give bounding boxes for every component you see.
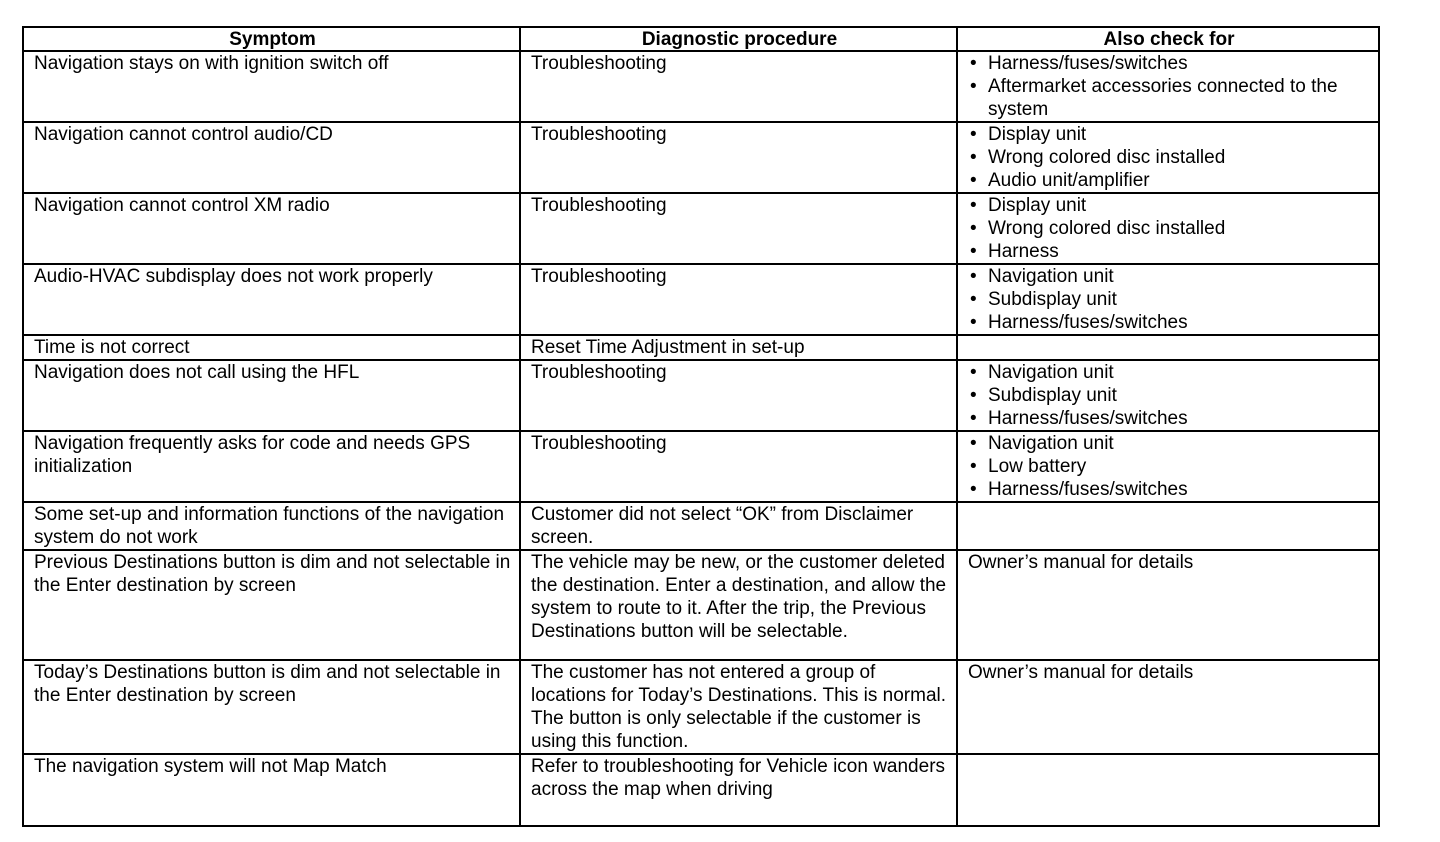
check-list (968, 265, 1370, 334)
also-check-cell (957, 754, 1379, 826)
table-row (23, 502, 1379, 550)
also-check-cell (957, 335, 1379, 360)
table-row (23, 264, 1379, 335)
symptom-cell: Audio-HVAC subdisplay does not work properly (23, 264, 520, 335)
check-list (968, 52, 1370, 121)
check-item: • Audio unit/amplifier (968, 169, 1370, 192)
check-item: • Navigation unit (968, 361, 1370, 384)
check-item: • Aftermarket accessories connected to the system (968, 75, 1370, 121)
procedure-cell: Reset Time Adjustment in set-up (520, 335, 957, 360)
also-check-cell (957, 502, 1379, 550)
table-row (23, 360, 1379, 431)
check-item: • Harness/fuses/switches (968, 52, 1370, 75)
table-header-row (23, 27, 1379, 51)
check-item: • Harness/fuses/switches (968, 311, 1370, 334)
check-item: • Wrong colored disc installed (968, 217, 1370, 240)
check-item: • Display unit (968, 123, 1370, 146)
diagnostic-table (22, 26, 1380, 827)
procedure-cell: The customer has not entered a group of locations for Today’s Destinations. This is normal. The button is only selectable if the customer is using this function. (520, 660, 957, 754)
check-item: • Low battery (968, 455, 1370, 478)
header-also-check-for: Also check for (957, 27, 1379, 51)
check-item: • Harness/fuses/switches (968, 478, 1370, 501)
symptom-cell: The navigation system will not Map Match (23, 754, 520, 826)
table-row (23, 335, 1379, 360)
check-list (968, 123, 1370, 192)
symptom-cell: Navigation cannot control audio/CD (23, 122, 520, 193)
symptom-cell: Today’s Destinations button is dim and not selectable in the Enter destination by screen (23, 660, 520, 754)
check-item: • Harness/fuses/switches (968, 407, 1370, 430)
header-diagnostic-procedure: Diagnostic procedure (520, 27, 957, 51)
check-item: • Wrong colored disc installed (968, 146, 1370, 169)
check-item: • Harness (968, 240, 1370, 263)
table-row (23, 51, 1379, 122)
procedure-cell: Troubleshooting (520, 431, 957, 502)
procedure-cell: Troubleshooting (520, 360, 957, 431)
check-item: • Display unit (968, 194, 1370, 217)
symptom-cell: Navigation cannot control XM radio (23, 193, 520, 264)
also-check-cell (957, 122, 1379, 193)
check-item: • Navigation unit (968, 432, 1370, 455)
procedure-cell: Troubleshooting (520, 264, 957, 335)
header-symptom: Symptom (23, 27, 520, 51)
procedure-cell: Troubleshooting (520, 122, 957, 193)
also-check-cell (957, 193, 1379, 264)
table-row (23, 193, 1379, 264)
check-item: • Subdisplay unit (968, 384, 1370, 407)
symptom-cell: Navigation does not call using the HFL (23, 360, 520, 431)
table-row (23, 550, 1379, 660)
check-list (968, 194, 1370, 263)
table-row (23, 754, 1379, 826)
symptom-cell: Some set-up and information functions of the navigation system do not work (23, 502, 520, 550)
also-check-cell (957, 264, 1379, 335)
check-list (968, 432, 1370, 501)
also-check-cell (957, 51, 1379, 122)
procedure-cell: The vehicle may be new, or the customer deleted the destination. Enter a destination, and allow the system to route to it. After the trip, the Previous Destinations button will be selectable. (520, 550, 957, 660)
procedure-cell: Troubleshooting (520, 193, 957, 264)
also-check-cell: Owner’s manual for details (957, 660, 1379, 754)
also-check-cell (957, 431, 1379, 502)
also-check-cell (957, 360, 1379, 431)
procedure-cell: Customer did not select “OK” from Disclaimer screen. (520, 502, 957, 550)
symptom-cell: Previous Destinations button is dim and not selectable in the Enter destination by screen (23, 550, 520, 660)
symptom-cell: Navigation frequently asks for code and needs GPS initialization (23, 431, 520, 502)
table-row (23, 122, 1379, 193)
symptom-cell: Navigation stays on with ignition switch off (23, 51, 520, 122)
check-list (968, 361, 1370, 430)
symptom-cell: Time is not correct (23, 335, 520, 360)
table-row (23, 431, 1379, 502)
table-row (23, 660, 1379, 754)
check-item: • Navigation unit (968, 265, 1370, 288)
check-item: • Subdisplay unit (968, 288, 1370, 311)
also-check-cell: Owner’s manual for details (957, 550, 1379, 660)
procedure-cell: Troubleshooting (520, 51, 957, 122)
procedure-cell: Refer to troubleshooting for Vehicle icon wanders across the map when driving (520, 754, 957, 826)
